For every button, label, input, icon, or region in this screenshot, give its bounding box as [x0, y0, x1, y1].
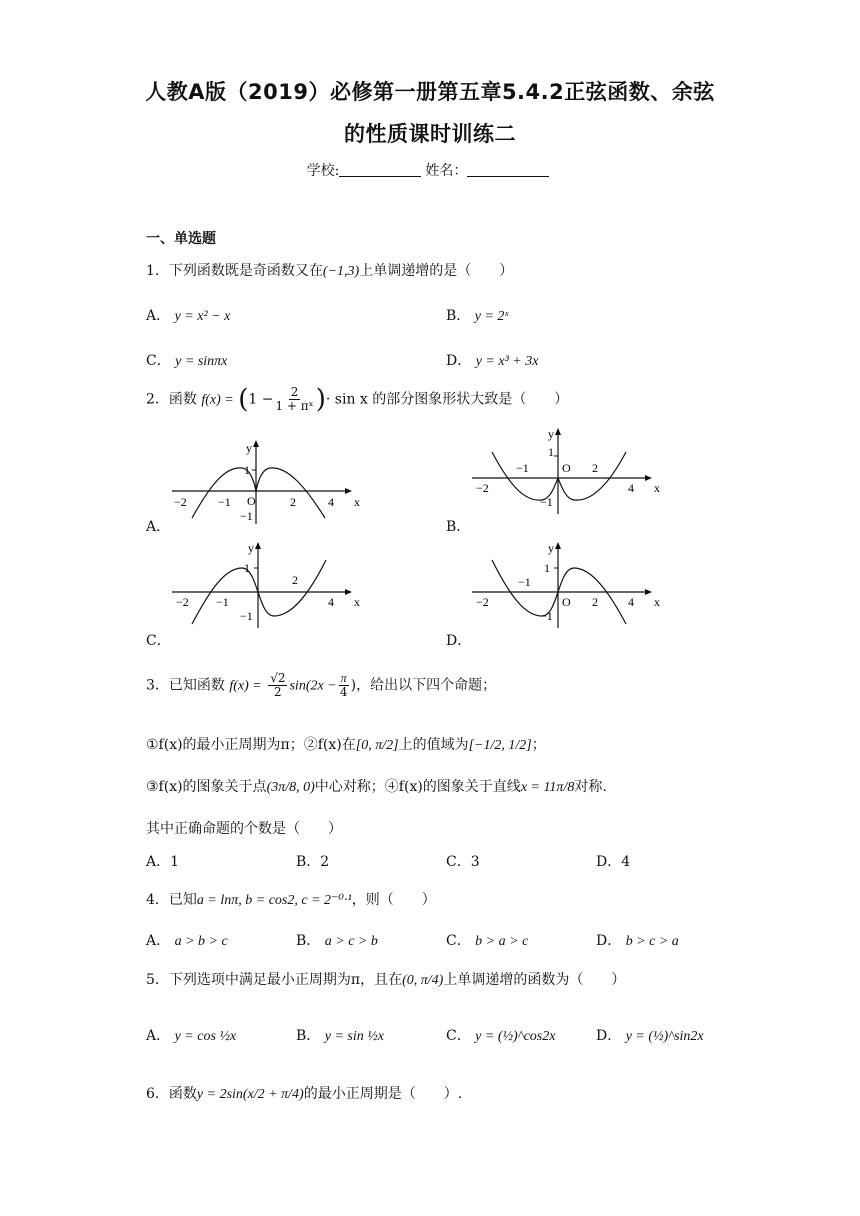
svg-text:y: y — [246, 441, 252, 455]
svg-text:−1: −1 — [540, 609, 553, 623]
svg-text:O: O — [562, 595, 571, 609]
svg-text:O: O — [247, 494, 256, 508]
title-line-2: 的性质课时训练二 — [344, 122, 516, 146]
q2-fraction: $\frac{2}{\text{1 + πˣ}}$ — [275, 385, 314, 413]
q4-option-b: B． a > c > b — [296, 933, 378, 949]
q5-option-d: D． y = (½)^sin2x — [596, 1028, 704, 1044]
svg-text:1: 1 — [548, 445, 554, 459]
svg-text:2: 2 — [592, 595, 598, 609]
q4-option-c: C． b > a > c — [446, 933, 529, 949]
svg-text:−1: −1 — [216, 595, 229, 609]
q4-option-a: A． a > b > c — [146, 933, 228, 949]
q5-option-b: B． y = sin ½x — [296, 1028, 384, 1044]
q1-option-b: B． y = 2ˣ — [446, 308, 509, 324]
svg-text:y: y — [248, 541, 254, 555]
q2-option-c: C． — [146, 633, 171, 649]
svg-text:2: 2 — [292, 573, 298, 587]
title-line-1: 人教A版（2019）必修第一册第五章5.4.2正弦函数、余弦 — [145, 80, 715, 104]
svg-text:x: x — [654, 481, 660, 495]
q1-option-d: D． y = x³ + 3x — [446, 353, 539, 369]
q3-option-a: A．1 — [146, 854, 180, 870]
svg-text:x: x — [354, 595, 360, 609]
q3-option-d: D．4 — [596, 854, 631, 870]
q1-option-c: C． y = sinπx — [146, 353, 228, 369]
q4-option-d: D． b > c > a — [596, 933, 679, 949]
q3-propositions-3-4: ③f(x)的图象关于点(3π/8, 0)中心对称；④f(x)的图象关于直线x = 11π/8对称. — [146, 779, 607, 795]
svg-text:x: x — [354, 495, 360, 509]
svg-text:x: x — [654, 595, 660, 609]
q3-option-b: B．2 — [296, 854, 330, 870]
svg-text:y: y — [548, 427, 554, 441]
svg-text:−1: −1 — [518, 575, 531, 589]
q5-option-c: C． y = (½)^cos2x — [446, 1028, 556, 1044]
question-5-stem: 5．下列选项中满足最小正周期为π，且在(0, π/4)上单调递增的函数为（ ） — [146, 972, 626, 988]
svg-text:O: O — [562, 461, 571, 475]
svg-text:−1: −1 — [540, 495, 553, 509]
q2-graph-c — [170, 540, 370, 630]
svg-text:−2: −2 — [476, 595, 489, 609]
q2-graph-b — [470, 426, 670, 516]
q2-option-b: B． — [446, 519, 471, 535]
svg-text:−1: −1 — [218, 495, 231, 509]
school-label: 学校: — [306, 163, 340, 179]
q2-option-d: D． — [446, 633, 472, 649]
question-1-stem: 1．下列函数既是奇函数又在(−1,3)上单调递增的是（ ） — [146, 263, 514, 279]
svg-text:−1: −1 — [240, 609, 253, 623]
q3-option-c: C．3 — [446, 854, 480, 870]
svg-text:4: 4 — [328, 495, 334, 509]
svg-text:−2: −2 — [174, 495, 187, 509]
svg-text:4: 4 — [628, 595, 634, 609]
svg-text:2: 2 — [592, 461, 598, 475]
q5-option-a: A． y = cos ½x — [146, 1028, 237, 1044]
question-3-stem: 3．已知函数 f(x) = $\frac{√2}{2}$ sin(2x − $\frac{\pi}{4}$ )，给出以下四个命题； — [146, 671, 497, 699]
q2-graph-d — [470, 540, 670, 630]
question-2-stem: 2．函数 f(x) = (1 − $\frac{2}{\text{1 + πˣ}}$ )· sin x 的部分图象形状大致是（ ） — [146, 384, 569, 415]
svg-text:2: 2 — [290, 495, 296, 509]
name-label: 姓名： — [425, 163, 468, 179]
svg-text:y: y — [548, 541, 554, 555]
svg-text:1: 1 — [544, 561, 550, 575]
svg-text:1: 1 — [244, 463, 250, 477]
question-6-stem: 6．函数y = 2sin(x/2 + π/4)的最小正周期是（ ）. — [146, 1086, 463, 1102]
q1-interval: (−1,3) — [322, 264, 360, 279]
school-blank[interactable] — [339, 162, 421, 177]
svg-text:−1: −1 — [240, 509, 253, 523]
svg-text:4: 4 — [328, 595, 334, 609]
question-4-stem: 4．已知a = lnπ, b = cos2, c = 2⁻⁰·¹，则（ ） — [146, 892, 436, 908]
svg-text:1: 1 — [244, 561, 250, 575]
q3-ask: 其中正确命题的个数是（ ） — [146, 821, 342, 837]
svg-text:−1: −1 — [516, 461, 529, 475]
section-heading: 一、单选题 — [146, 231, 216, 247]
school-name-line — [0, 160, 860, 180]
q2-graph-a — [170, 436, 370, 526]
q2-option-a: A． — [146, 519, 171, 535]
q1-option-a: A． y = x² − x — [146, 308, 231, 324]
svg-text:4: 4 — [628, 481, 634, 495]
name-blank[interactable] — [467, 162, 549, 177]
svg-text:−2: −2 — [176, 595, 189, 609]
q3-propositions-1-2: ①f(x)的最小正周期为π；②f(x)在[0, π/2]上的值域为[−1/2, 1/2]； — [146, 737, 546, 753]
svg-text:−2: −2 — [476, 481, 489, 495]
